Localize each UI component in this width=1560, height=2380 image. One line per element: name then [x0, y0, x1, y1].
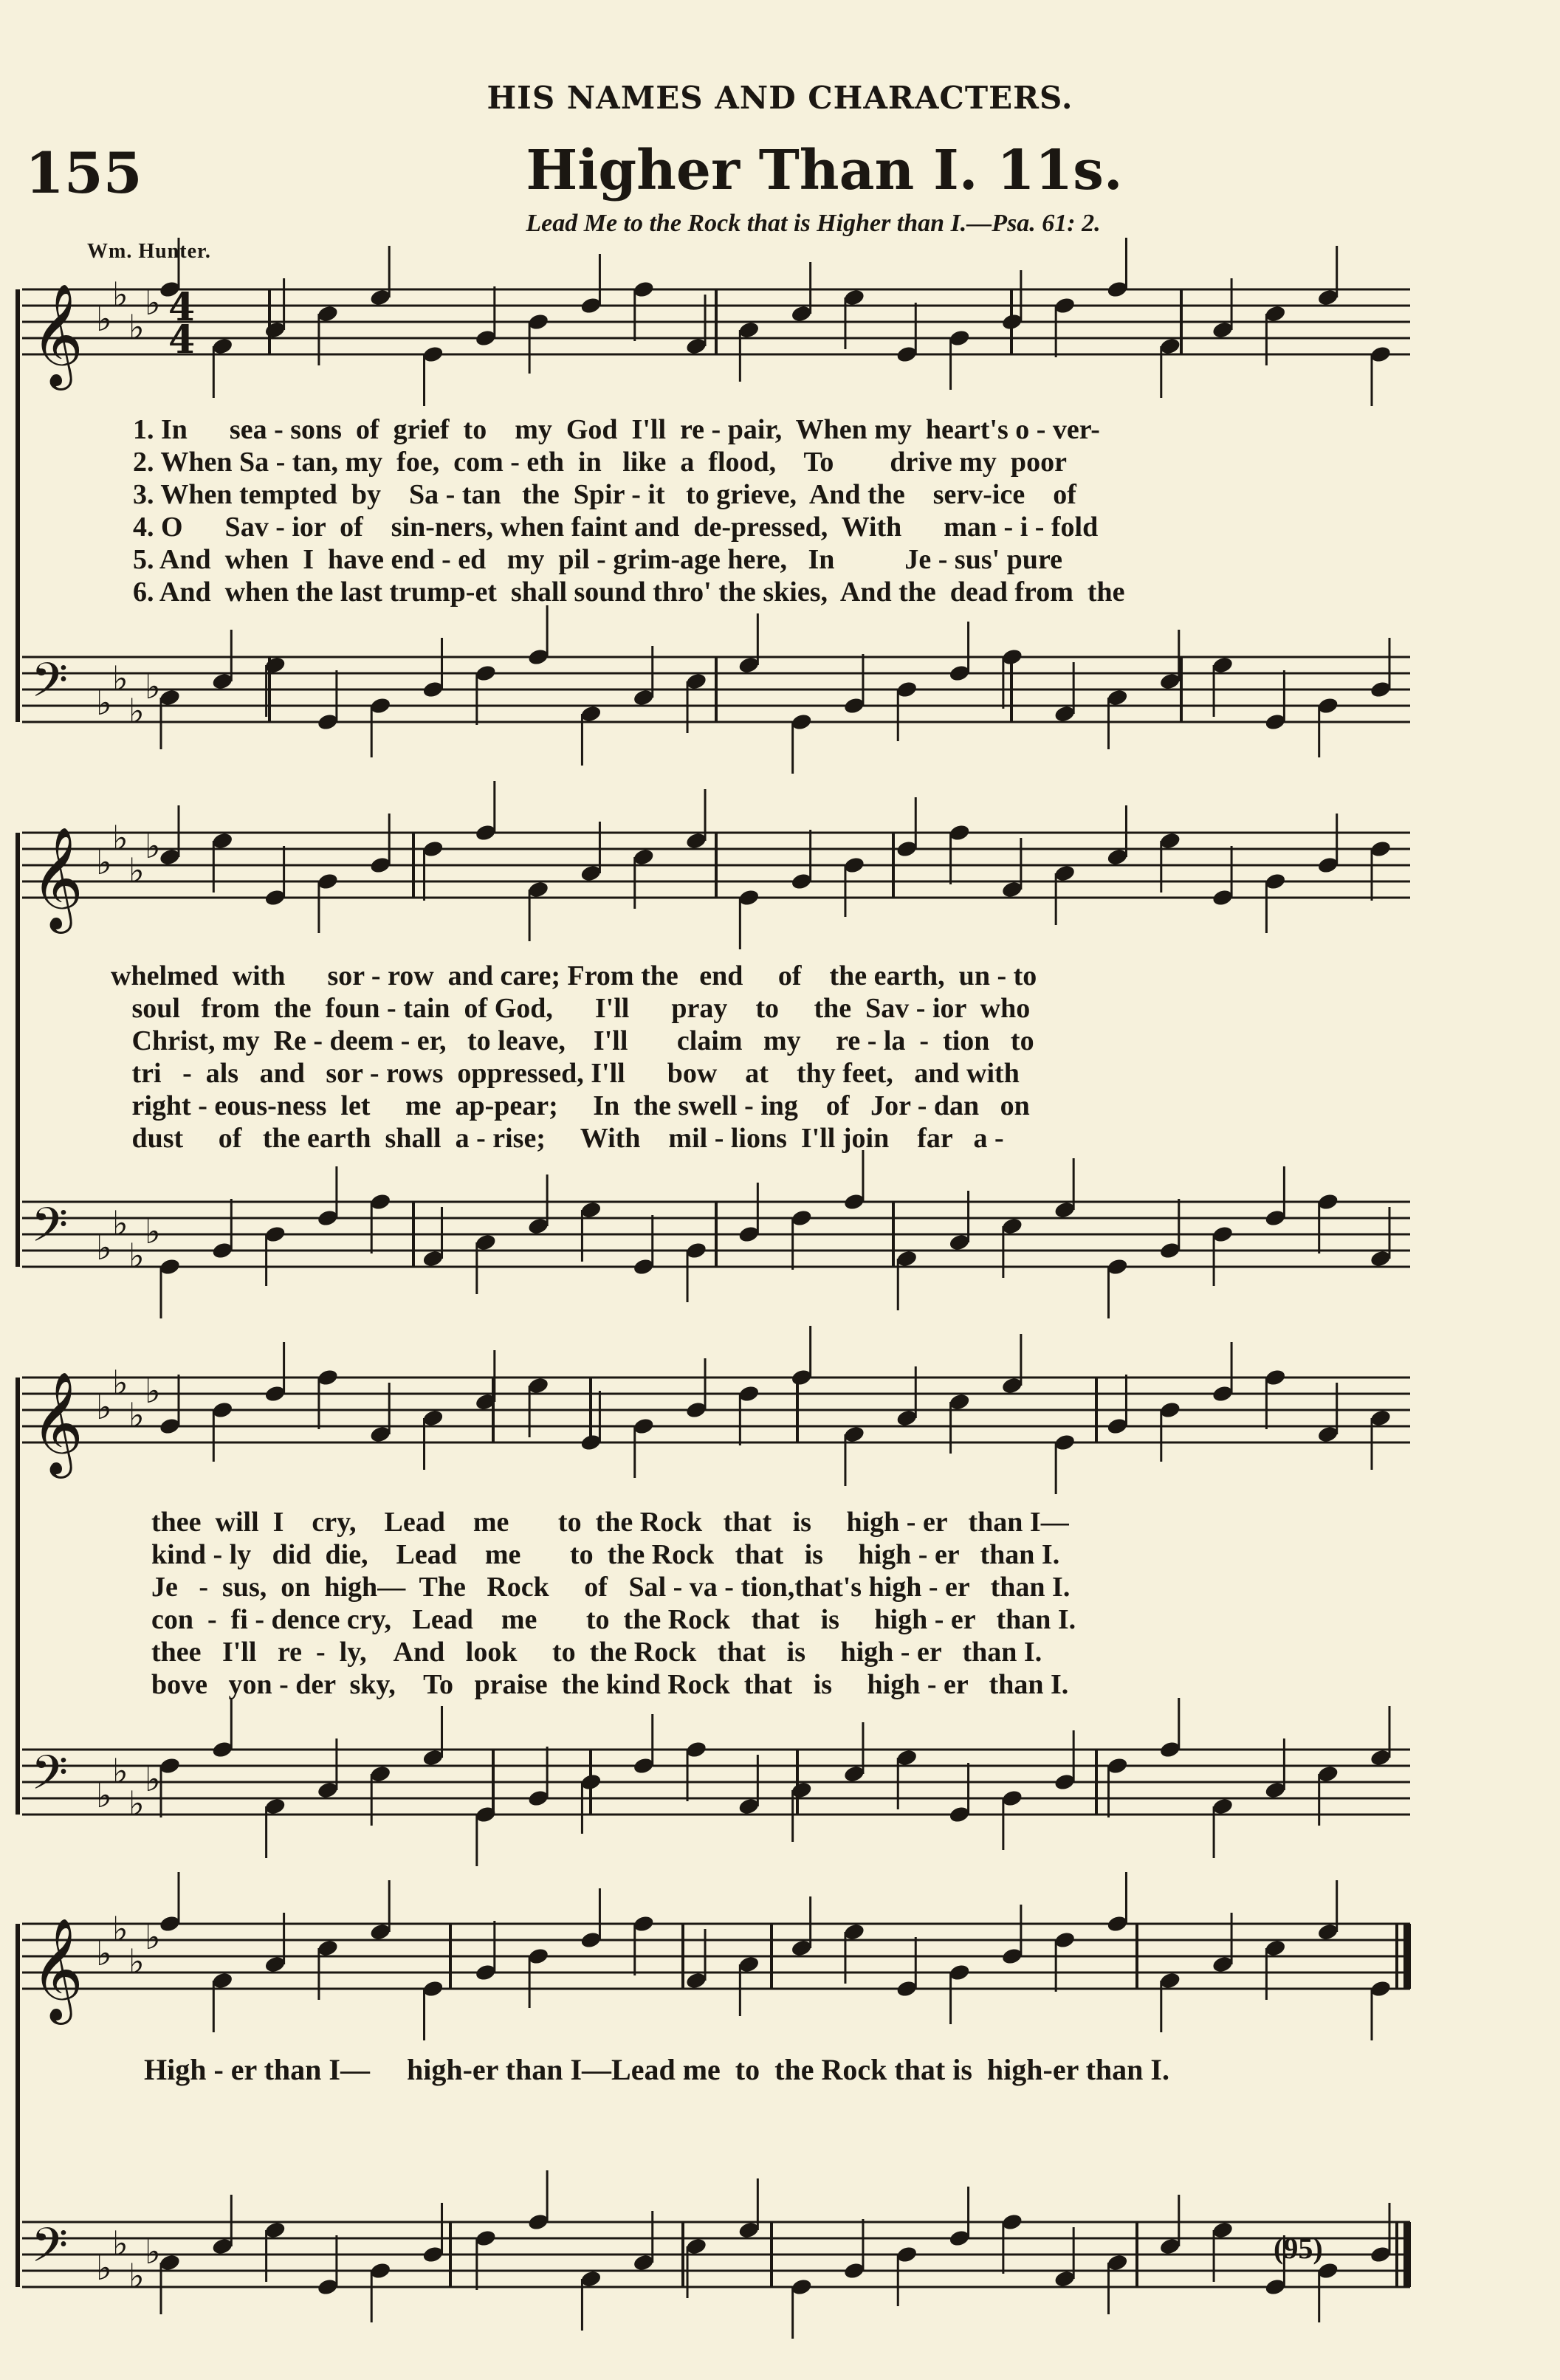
flat-icon: ♭ — [112, 2223, 128, 2263]
lyric-line: Christ, my Re - deem - er, to leave, I'll claim my re - la - tion to — [111, 1025, 1034, 1056]
lyrics-block-4 — [144, 2054, 1169, 2086]
lyric-line: right - eous-ness let me ap-pear; In the swell - ing of Jor - dan on — [111, 1090, 1030, 1121]
lyric-line: con - fi - dence cry, Lead me to the Rock that is high - er than I. — [151, 1604, 1076, 1635]
lyric-line: dust of the earth shall a - rise; With mil - lions I'll join far a - — [111, 1123, 1004, 1154]
bass-clef-icon: 𝄢 — [31, 653, 69, 720]
flat-icon: ♭ — [96, 842, 112, 882]
hymn-number: 155 — [25, 140, 142, 206]
scripture-epigraph: Lead Me to the Rock that is Higher than I.—Psa. 61: 2. — [526, 210, 1101, 237]
lyric-line: tri - als and sor - rows oppressed, I'll bow at thy feet, and with — [111, 1058, 1020, 1089]
lyric-line: 6. And when the last trump-et shall sound thro' the skies, And the dead from the — [133, 577, 1125, 608]
page-number: (95) — [1274, 2232, 1323, 2265]
flat-icon: ♭ — [112, 658, 128, 698]
flat-icon: ♭ — [128, 691, 145, 731]
flat-icon: ♭ — [145, 283, 161, 323]
flat-icon: ♭ — [145, 1371, 161, 1411]
lyric-line: kind - ly did die, Lead me to the Rock that is high - er than I. — [151, 1539, 1060, 1570]
flat-icon: ♭ — [145, 826, 161, 866]
lyric-line: soul from the foun - tain of God, I'll pray to the Sav - ior who — [111, 993, 1031, 1024]
time-signature: 4 — [168, 317, 196, 362]
flat-icon: ♭ — [145, 1917, 161, 1957]
lyric-line: Je - sus, on high— The Rock of Sal - va - tion,that's high - er than I. — [151, 1572, 1071, 1603]
lyric-line: thee I'll re - ly, And look to the Rock that is high - er than I. — [151, 1637, 1042, 1668]
bass-clef-icon: 𝄢 — [31, 1198, 69, 1265]
flat-icon: ♭ — [96, 1387, 112, 1427]
bass-clef-icon: 𝄢 — [31, 1746, 69, 1812]
flat-icon: ♭ — [96, 683, 112, 723]
lyric-line: 5. And when I have end - ed my pil - grim-age here, In Je - sus' pure — [133, 544, 1062, 575]
flat-icon: ♭ — [128, 1236, 145, 1276]
flat-icon: ♭ — [96, 299, 112, 339]
treble-clef-icon: 𝄞 — [31, 283, 83, 386]
flat-icon: ♭ — [112, 1909, 128, 1949]
flat-icon: ♭ — [96, 1933, 112, 1973]
lyrics-block-1 — [133, 413, 1125, 608]
lyric-line: bove yon - der sky, To praise the kind Rock that is high - er than I. — [151, 1669, 1069, 1700]
treble-clef-icon: 𝄞 — [31, 1918, 83, 2020]
flat-icon: ♭ — [145, 667, 161, 706]
section-header: HIS NAMES AND CHARACTERS. — [487, 80, 1073, 116]
lyrics-block-3 — [151, 1506, 1076, 1701]
flat-icon: ♭ — [112, 818, 128, 858]
flat-icon: ♭ — [128, 850, 145, 890]
flat-icon: ♭ — [128, 2256, 145, 2296]
lyric-line: 4. O Sav - ior of sin-ners, when faint and de-pressed, With man - i - fold — [133, 512, 1099, 543]
flat-icon: ♭ — [145, 1759, 161, 1799]
time-signature: 4 — [168, 285, 196, 330]
flat-icon: ♭ — [112, 1751, 128, 1791]
flat-icon: ♭ — [128, 1942, 145, 1981]
flat-icon: ♭ — [128, 307, 145, 347]
flat-icon: ♭ — [96, 1228, 112, 1268]
treble-clef-icon: 𝄞 — [31, 1372, 83, 1474]
flat-icon: ♭ — [112, 1363, 128, 1403]
lyric-line: 1. In sea - sons of grief to my God I'll re - pair, When my heart's o - ver- — [133, 414, 1100, 445]
lyric-line: High - er than I— high-er than I—Lead me to the Rock that is high-er than I. — [144, 2053, 1169, 2086]
flat-icon: ♭ — [128, 1784, 145, 1823]
flat-icon: ♭ — [96, 1775, 112, 1815]
flat-icon: ♭ — [112, 1203, 128, 1243]
flat-icon: ♭ — [128, 1395, 145, 1435]
hymn-title: Higher Than I. 11s. — [526, 139, 1123, 202]
lyric-line: 3. When tempted by Sa - tan the Spir - it to grieve, And the serv-ice of — [133, 479, 1076, 510]
flat-icon: ♭ — [145, 2232, 161, 2271]
flat-icon: ♭ — [145, 1211, 161, 1251]
flat-icon: ♭ — [96, 2248, 112, 2288]
lyric-line: thee will I cry, Lead me to the Rock that is high - er than I— — [151, 1507, 1069, 1538]
bass-clef-icon: 𝄢 — [31, 2218, 69, 2285]
lyrics-block-2 — [111, 960, 1037, 1155]
author-credit: Wm. Hunter. — [87, 240, 211, 263]
flat-icon: ♭ — [112, 275, 128, 314]
lyric-line: 2. When Sa - tan, my foe, com - eth in like a flood, To drive my poor — [133, 447, 1067, 478]
lyric-line: whelmed with sor - row and care; From the end of the earth, un - to — [111, 960, 1037, 991]
treble-clef-icon: 𝄞 — [31, 827, 83, 929]
